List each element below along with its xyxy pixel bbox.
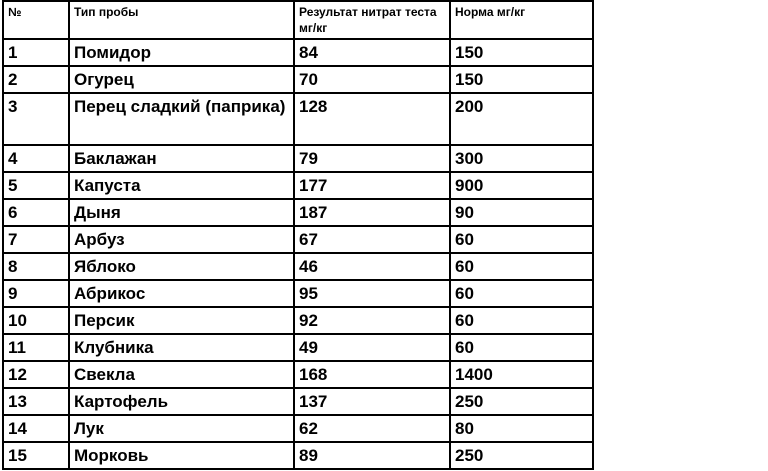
table-row: [3, 307, 593, 334]
table-row: [3, 361, 593, 388]
cell-norm: 60: [450, 334, 593, 361]
table-row: [3, 172, 593, 199]
table-row: [3, 334, 593, 361]
cell-norm: 150: [450, 39, 593, 66]
table-row: [3, 388, 593, 415]
cell-nitrate-result: 177: [294, 172, 450, 199]
table-row: [3, 280, 593, 307]
cell-nitrate-result: 79: [294, 145, 450, 172]
cell-sample-type: Лук: [69, 415, 294, 442]
cell-number: 4: [3, 145, 69, 172]
table-row: [3, 145, 593, 172]
cell-number: 13: [3, 388, 69, 415]
table-body: [3, 39, 593, 469]
header-number: №: [3, 1, 69, 39]
cell-sample-type: Арбуз: [69, 226, 294, 253]
cell-sample-type: Персик: [69, 307, 294, 334]
table-row: [3, 226, 593, 253]
nitrate-table: [2, 0, 594, 470]
cell-sample-type: Картофель: [69, 388, 294, 415]
cell-nitrate-result: 62: [294, 415, 450, 442]
header-row: [3, 1, 593, 39]
cell-nitrate-result: 168: [294, 361, 450, 388]
cell-nitrate-result: 128: [294, 93, 450, 145]
cell-number: 1: [3, 39, 69, 66]
cell-number: 11: [3, 334, 69, 361]
table-row: [3, 199, 593, 226]
cell-number: 7: [3, 226, 69, 253]
cell-number: 5: [3, 172, 69, 199]
table-row: [3, 253, 593, 280]
cell-number: 8: [3, 253, 69, 280]
cell-sample-type: Огурец: [69, 66, 294, 93]
cell-nitrate-result: 89: [294, 442, 450, 469]
cell-number: 15: [3, 442, 69, 469]
cell-norm: 90: [450, 199, 593, 226]
table-row: [3, 442, 593, 469]
cell-nitrate-result: 49: [294, 334, 450, 361]
cell-norm: 60: [450, 253, 593, 280]
cell-norm: 80: [450, 415, 593, 442]
cell-nitrate-result: 46: [294, 253, 450, 280]
cell-number: 6: [3, 199, 69, 226]
cell-norm: 60: [450, 280, 593, 307]
cell-sample-type: Баклажан: [69, 145, 294, 172]
cell-norm: 300: [450, 145, 593, 172]
cell-norm: 250: [450, 442, 593, 469]
cell-nitrate-result: 70: [294, 66, 450, 93]
cell-sample-type: Яблоко: [69, 253, 294, 280]
cell-norm: 250: [450, 388, 593, 415]
cell-nitrate-result: 67: [294, 226, 450, 253]
cell-norm: 60: [450, 307, 593, 334]
cell-sample-type: Помидор: [69, 39, 294, 66]
cell-nitrate-result: 95: [294, 280, 450, 307]
cell-sample-type: Морковь: [69, 442, 294, 469]
cell-sample-type: Клубника: [69, 334, 294, 361]
cell-sample-type: Свекла: [69, 361, 294, 388]
cell-sample-type: Абрикос: [69, 280, 294, 307]
table-row: [3, 39, 593, 66]
table-row: [3, 93, 593, 145]
header-sample-type: Тип пробы: [69, 1, 294, 39]
cell-number: 10: [3, 307, 69, 334]
cell-norm: 200: [450, 93, 593, 145]
cell-number: 3: [3, 93, 69, 145]
cell-norm: 150: [450, 66, 593, 93]
table-row: [3, 66, 593, 93]
cell-nitrate-result: 84: [294, 39, 450, 66]
cell-norm: 1400: [450, 361, 593, 388]
cell-norm: 900: [450, 172, 593, 199]
cell-nitrate-result: 187: [294, 199, 450, 226]
cell-number: 9: [3, 280, 69, 307]
cell-sample-type: Капуста: [69, 172, 294, 199]
cell-number: 12: [3, 361, 69, 388]
cell-sample-type: Перец сладкий (паприка): [69, 93, 294, 145]
cell-nitrate-result: 92: [294, 307, 450, 334]
header-nitrate-result: Результат нитрат теста мг/кг: [294, 1, 450, 39]
cell-nitrate-result: 137: [294, 388, 450, 415]
cell-number: 2: [3, 66, 69, 93]
cell-sample-type: Дыня: [69, 199, 294, 226]
table-row: [3, 415, 593, 442]
cell-number: 14: [3, 415, 69, 442]
header-norm: Норма мг/кг: [450, 1, 593, 39]
cell-norm: 60: [450, 226, 593, 253]
